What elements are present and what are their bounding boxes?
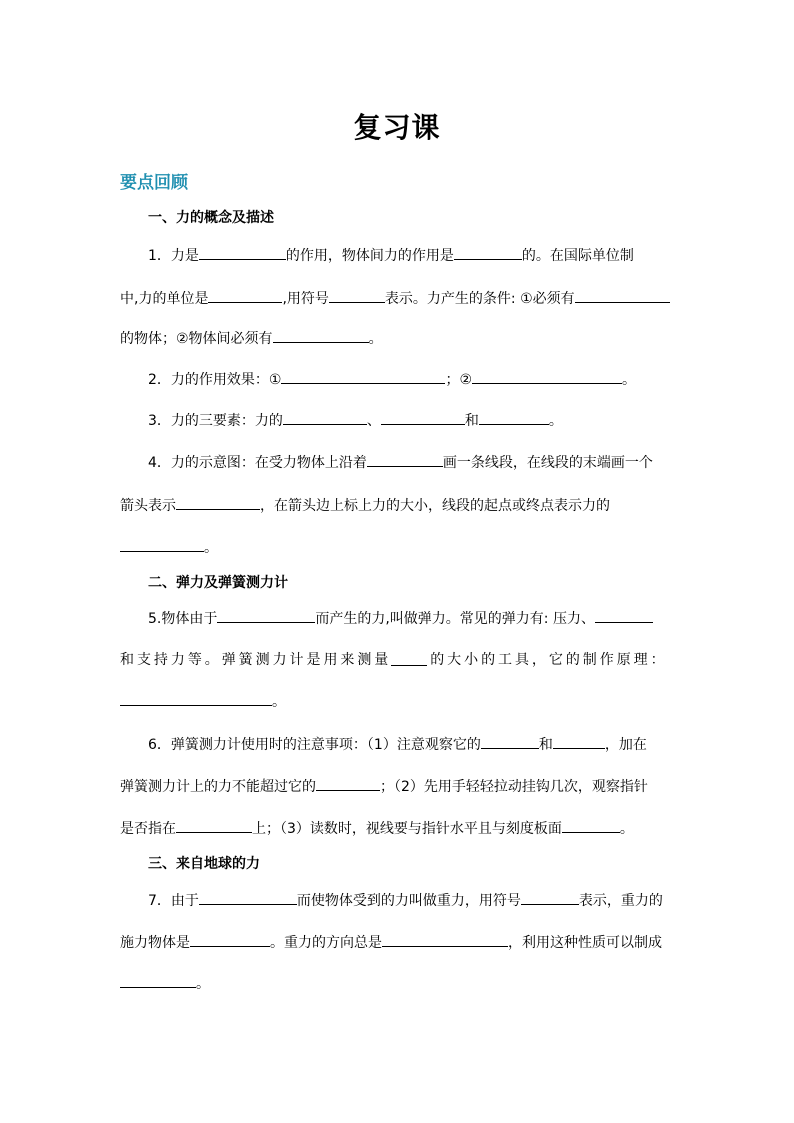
answer-blank[interactable]: [190, 931, 270, 947]
question-6-line-3: 是否指在 上；（3）读数时，视线要与指针水平且与刻度板面 。: [120, 817, 665, 839]
page-title: 复习课: [353, 111, 441, 144]
answer-blank[interactable]: [381, 409, 465, 425]
answer-blank[interactable]: [391, 650, 427, 666]
answer-blank[interactable]: [382, 931, 508, 947]
answer-blank[interactable]: [521, 889, 579, 905]
heading-elastic-force: 二、弹力及弹簧测力计: [148, 575, 288, 591]
answer-blank[interactable]: [120, 690, 272, 706]
answer-blank[interactable]: [595, 607, 653, 623]
heading-force-concept: 一、力的概念及描述: [148, 210, 274, 226]
question-5-line-2: 和 支 持 力 等 。 弹 簧 测 力 计 是 用 来 测 量 的 大 小 的 工 具 ， 它 的 制 作 原 理 ：: [120, 652, 665, 668]
question-7-line-2: 施力物体是 。重力的方向总是 ，利用这种性质可以制成: [120, 931, 665, 953]
question-7-line-3: 。: [120, 972, 665, 994]
question-7-line-1: 7．由于 而使物体受到的力叫做重力，用符号 表示，重力的: [120, 889, 693, 911]
answer-blank[interactable]: [199, 889, 297, 905]
answer-blank[interactable]: [273, 327, 369, 343]
question-1-line-1: 1．力是 的作用，物体间力的作用是 的。在国际单位制: [120, 244, 693, 266]
question-1-line-2: 中,力的单位是 ,用符号 表示。力产生的条件: ①必须有: [120, 287, 665, 309]
answer-blank[interactable]: [562, 817, 620, 833]
question-4-line-2: 箭头表示 ，在箭头边上标上力的大小，线段的起点或终点表示力的: [120, 494, 665, 516]
question-2: 2．力的作用效果：① ；② 。: [120, 368, 693, 390]
answer-blank[interactable]: [208, 287, 282, 303]
question-4-line-1: 4．力的示意图：在受力物体上沿着 画一条线段，在线段的末端画一个: [120, 451, 693, 473]
answer-blank[interactable]: [329, 287, 385, 303]
answer-blank[interactable]: [472, 368, 622, 384]
question-5-line-1: 5.物体由于 而产生的力,叫做弹力。常见的弹力有: 压力、: [120, 607, 693, 629]
answer-blank[interactable]: [176, 817, 252, 833]
answer-blank[interactable]: [316, 775, 380, 791]
answer-blank[interactable]: [575, 287, 670, 303]
answer-blank[interactable]: [454, 244, 522, 260]
question-4-line-3: 。: [120, 536, 665, 558]
answer-blank[interactable]: [281, 368, 445, 384]
section-heading: 要点回顾: [120, 173, 188, 193]
answer-blank[interactable]: [553, 733, 605, 749]
heading-gravity: 三、来自地球的力: [148, 856, 260, 872]
answer-blank[interactable]: [176, 494, 260, 510]
answer-blank[interactable]: [199, 244, 286, 260]
question-6-line-2: 弹簧测力计上的力不能超过它的 ；（2）先用手轻轻拉动挂钩几次，观察指针: [120, 775, 665, 797]
question-3: 3．力的三要素：力的 、 和 。: [120, 409, 693, 431]
answer-blank[interactable]: [283, 409, 367, 425]
answer-blank[interactable]: [481, 733, 539, 749]
answer-blank[interactable]: [217, 607, 315, 623]
answer-blank[interactable]: [120, 536, 204, 552]
question-1-line-3: 的物体；②物体间必须有 。: [120, 327, 665, 349]
question-5-line-3: 。: [120, 690, 665, 712]
answer-blank[interactable]: [367, 451, 443, 467]
answer-blank[interactable]: [479, 409, 549, 425]
question-6-line-1: 6．弹簧测力计使用时的注意事项：（1）注意观察它的 和 ，加在: [120, 733, 693, 755]
answer-blank[interactable]: [120, 972, 196, 988]
